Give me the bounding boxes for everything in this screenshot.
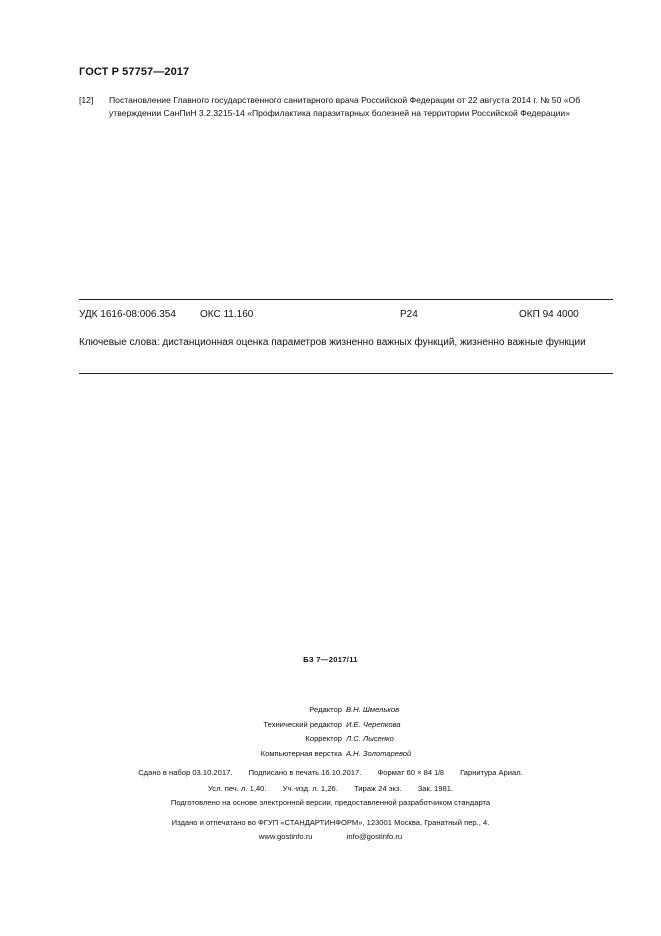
staff-role: Корректор bbox=[305, 734, 342, 743]
divider-bottom bbox=[79, 373, 613, 374]
keywords: Ключевые слова: дистанционная оценка параметров жизненно важных функций, жизненно важные функции bbox=[79, 337, 586, 348]
group-code: Р24 bbox=[400, 309, 418, 320]
staff-row bbox=[0, 747, 661, 762]
staff-name: И.Е. Черепкова bbox=[346, 719, 401, 729]
bibliography-entry bbox=[79, 94, 619, 119]
email-link[interactable]: info@gostinfo.ru bbox=[346, 832, 403, 841]
reference-number: [12] bbox=[79, 95, 94, 105]
staff-role: Редактор bbox=[309, 705, 342, 714]
staff-row bbox=[0, 703, 661, 718]
print-sheets: Усл. печ. л. 1,40. bbox=[207, 783, 267, 793]
publishing-sheets: Уч.-изд. л. 1,26. bbox=[282, 783, 338, 793]
paper-format: Формат 60 × 84 bbox=[377, 768, 433, 777]
format-fraction: 1/8 bbox=[434, 770, 444, 777]
submitted-date: Сдано в набор 03.10.2017. bbox=[138, 768, 233, 777]
reference-text: Постановление Главного государственного санитарного врача Российской Федерации от 22 августа 2014 г. № 50 «Об утверждении СанПиН 3.2.3215-14 «Профилактика паразитарных болезней на территории Российской Федерации» bbox=[109, 95, 581, 118]
order-number: Зак. 1981. bbox=[417, 783, 454, 793]
staff-name: Л.С. Лысенко bbox=[346, 734, 394, 743]
imprint-block bbox=[0, 766, 661, 811]
typeface: Гарнитура Ариал. bbox=[460, 768, 523, 777]
divider-top bbox=[79, 299, 613, 300]
okp-code: ОКП 94 4000 bbox=[519, 309, 579, 320]
imprint-line-1 bbox=[0, 766, 661, 782]
staff-name: В.Н. Шмельков bbox=[346, 705, 400, 714]
imprint-line-2 bbox=[0, 782, 661, 797]
website-link[interactable]: www.gostinfo.ru bbox=[258, 832, 313, 841]
imprint-note: Подготовлено на основе электронной версии, предоставленной разработчиком стандарта bbox=[170, 798, 491, 807]
print-run: Тираж 24 экз. bbox=[353, 783, 402, 793]
editorial-staff bbox=[0, 703, 661, 761]
udk-code: УДК 1616-08:006.354 bbox=[79, 309, 176, 320]
publisher-contacts bbox=[0, 830, 661, 844]
oks-code: ОКС 11.160 bbox=[200, 309, 254, 320]
signed-date: Подписано в печать 16.10.2017. bbox=[248, 768, 362, 777]
staff-row bbox=[0, 718, 661, 733]
staff-role: Технический редактор bbox=[263, 719, 342, 729]
publisher-address: Издано и отпечатано во ФГУП «СТАНДАРТИНФОРМ», 123001 Москва, Гранатный пер., 4. bbox=[171, 818, 490, 827]
staff-role: Компьютерная верстка bbox=[260, 748, 342, 758]
standard-code: ГОСТ Р 57757—2017 bbox=[79, 66, 190, 78]
staff-row bbox=[0, 732, 661, 747]
classification-row bbox=[79, 309, 613, 323]
staff-name: А.Н. Золотаревой bbox=[346, 748, 412, 758]
publisher-block bbox=[0, 816, 661, 844]
bz-number: БЗ 7—2017/11 bbox=[303, 655, 358, 664]
